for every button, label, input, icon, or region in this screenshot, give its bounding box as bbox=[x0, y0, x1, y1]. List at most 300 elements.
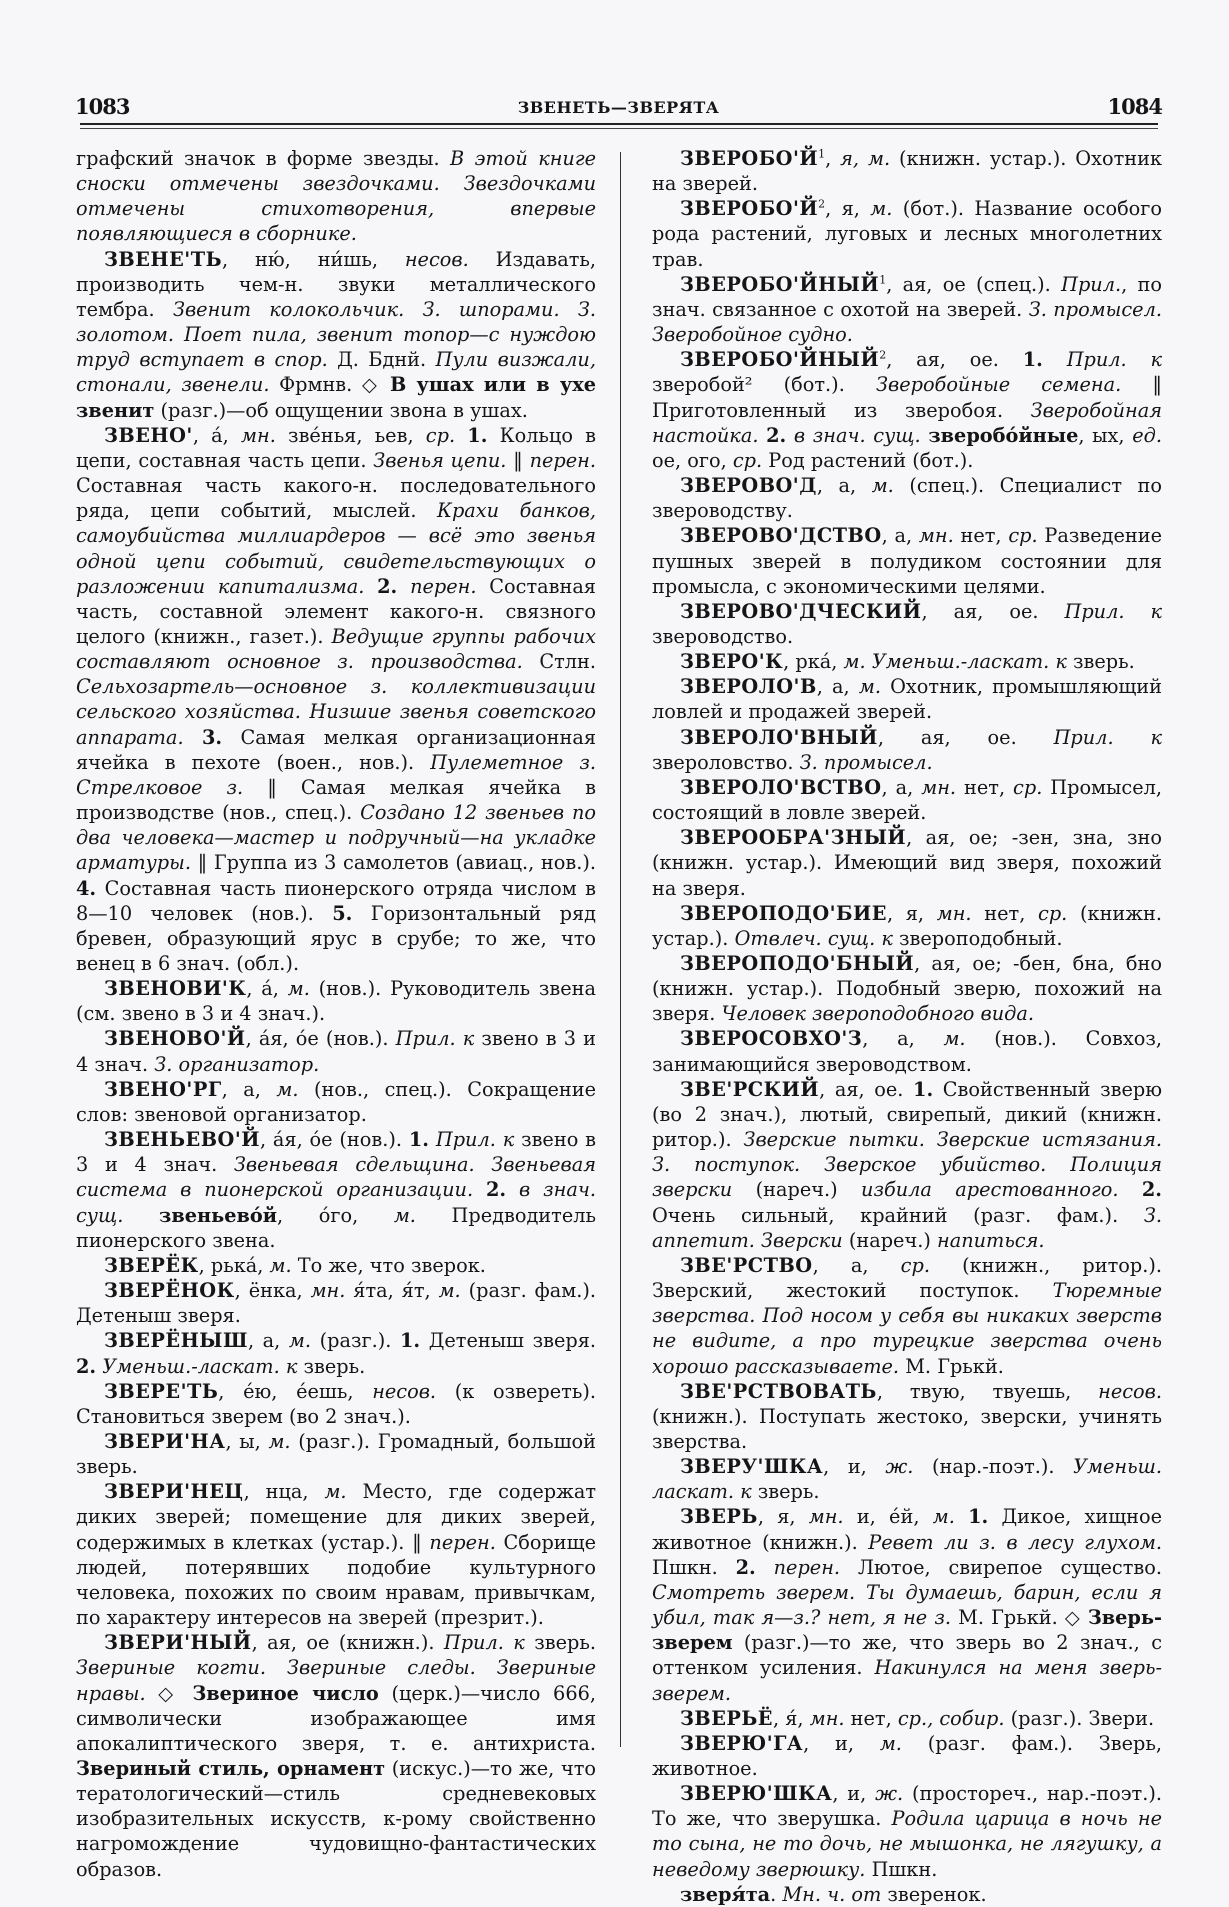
entry-text: Прил. к bbox=[443, 1631, 525, 1655]
entry-text: мн. bbox=[918, 524, 954, 548]
headword: ЗВЕРОВО'Д bbox=[680, 474, 817, 498]
entry-text: Звериный стиль, орнамент bbox=[76, 1757, 386, 1780]
entry-text: З. аппетит. Зверски bbox=[652, 1203, 1162, 1252]
dictionary-entry bbox=[652, 1781, 1162, 1882]
dictionary-entry bbox=[76, 1077, 596, 1127]
entry-text bbox=[123, 1204, 159, 1227]
headword: ЗВЕРОБО'Й bbox=[680, 147, 819, 170]
entry-text: Ведущие группы рабочих составляют основное з. производства. bbox=[76, 624, 596, 674]
entry-text: , по знач. связанное с охотой на зверей. bbox=[652, 272, 1163, 321]
headword: ЗВЕРОЛО'ВСТВО bbox=[680, 775, 882, 799]
entry-text: зверенок. bbox=[881, 1882, 987, 1906]
headword: ЗВЕ'РСКИЙ bbox=[680, 1077, 820, 1101]
dictionary-entry bbox=[652, 725, 1162, 775]
entry-text: 2 bbox=[879, 348, 887, 362]
headword: ЗВЕРОБО'ЙНЫЙ bbox=[680, 348, 880, 372]
entry-text bbox=[456, 1027, 463, 1050]
entry-text: Звериное число bbox=[192, 1681, 379, 1705]
entry-text: м. bbox=[268, 1429, 291, 1453]
headword: ЗВЕРОСОВХО'З bbox=[680, 1027, 863, 1051]
entry-text: напиться. bbox=[937, 1228, 1045, 1252]
entry-text: м. bbox=[438, 1279, 461, 1303]
running-head: ЗВЕНЕТЬ—ЗВЕРЯТА bbox=[517, 98, 720, 117]
entry-text: , ая, ое (книжн.). bbox=[251, 1631, 444, 1655]
entry-text: Свойственный зверю (во 2 знач.), лютый, свирепый, дикий (книжн. ритор.). bbox=[652, 1077, 1163, 1152]
entry-text: (спец.). Специалист по звероводству. bbox=[652, 474, 1162, 523]
dictionary-entry bbox=[652, 1253, 1162, 1379]
dictionary-entry bbox=[76, 1253, 596, 1278]
entry-text: Пулеметное з. Стрелковое з. bbox=[76, 750, 596, 799]
entry-text: Ревет ли з. в лесу глухом. bbox=[868, 1530, 1162, 1554]
entry-text bbox=[1118, 1178, 1141, 1201]
entry-text: В этой книге сноски отмечены звездочками. Звездочками отмечены стихотворения, впервые появляющиеся в сборнике. bbox=[76, 147, 597, 246]
page-number-left: 1083 bbox=[75, 94, 130, 119]
entry-text: м. bbox=[287, 977, 310, 1001]
entry-text: Детеныш зверя. bbox=[420, 1329, 596, 1353]
dictionary-entry bbox=[76, 1429, 596, 1479]
entry-text: 1 bbox=[818, 147, 826, 161]
right-column bbox=[652, 146, 1162, 1907]
entry-text: Уменьш. ласкат. к bbox=[652, 1455, 1162, 1504]
entry-text: Отвлеч. сущ. к bbox=[734, 926, 893, 950]
entry-text: 2. bbox=[76, 1354, 97, 1378]
entry-text: (нареч.) bbox=[732, 1178, 862, 1202]
entry-text: 2. bbox=[735, 1555, 756, 1579]
dictionary-entry bbox=[76, 1630, 596, 1882]
entry-text: Накинулся на меня зверь-зверем. bbox=[652, 1656, 1162, 1705]
entry-text: 2. bbox=[766, 423, 787, 447]
entry-text: м. bbox=[932, 1505, 955, 1529]
headword: ЗВЕРУ'ШКА bbox=[680, 1455, 824, 1479]
entry-text: Тюремные зверства. Под носом у себя вы никаких зверств не видите, а про турецкие зверства очень хорошо рассказываете. bbox=[652, 1279, 1162, 1378]
entry-text: (книжн., ритор.). Зверский, жестокий поступок. bbox=[652, 1253, 1162, 1303]
entry-text: Родила царица в ночь не то сына, не то дочь, не мышонка, не лягушку, а неведому зверюшку. bbox=[652, 1807, 1162, 1881]
dictionary-entry bbox=[652, 599, 1162, 649]
entry-text: я, м. bbox=[840, 147, 891, 170]
entry-text: , а, bbox=[881, 775, 922, 799]
entry-text bbox=[455, 424, 467, 447]
dictionary-entry bbox=[652, 272, 1162, 347]
entry-text: мн. bbox=[809, 1706, 845, 1730]
entry-text: Предводитель пионерского звена. bbox=[76, 1203, 596, 1252]
entry-text: мн. bbox=[808, 1505, 844, 1529]
entry-text: звеньево́й bbox=[159, 1203, 278, 1227]
headword: ЗВЕРЕ'ТЬ bbox=[104, 1379, 219, 1403]
entry-text: Составная часть, составной элемент какого-н. связного целого (книжн., газет.). bbox=[76, 574, 596, 648]
headword: ЗВЕРОПОДО'БНЫЙ bbox=[680, 952, 915, 975]
entry-text: ‖ bbox=[506, 448, 530, 472]
headword: ЗВЕРЁК bbox=[104, 1253, 199, 1277]
header-rule-thin bbox=[80, 128, 1158, 129]
entry-text: Составная часть пионерского отряда числом в 8—10 человек (нов.). bbox=[76, 876, 596, 925]
entry-text: (нареч.) bbox=[842, 1228, 937, 1252]
entry-text: Прил. к bbox=[435, 1128, 515, 1152]
entry-text: ср., собир. bbox=[897, 1706, 1005, 1730]
entry-text: перен. bbox=[529, 448, 596, 472]
entry-text: Зверобойная настойка. bbox=[652, 398, 1162, 447]
entry-text: 2. bbox=[486, 1178, 507, 1202]
entry-text: зве́нья, ьев, bbox=[275, 423, 426, 447]
entry-text: (нов., спец.). Сокращение слов: звеновой организатор. bbox=[76, 1077, 596, 1126]
entry-text: Род растений (бот.). bbox=[762, 448, 974, 472]
entry-text: ‖ Группа из 3 самолетов (авиац., нов.). bbox=[190, 851, 596, 875]
dictionary-entry bbox=[652, 1504, 1162, 1705]
entry-text: 1. bbox=[408, 1128, 430, 1152]
entry-text: Пшкн. bbox=[865, 1857, 938, 1881]
entry-text: Дикое, хищное животное (книжн.). bbox=[652, 1505, 1162, 1554]
entry-text: зверь. bbox=[1066, 650, 1135, 674]
entry-text: , а, bbox=[816, 474, 872, 498]
entry-text: Смотреть зверем. Ты думаешь, барин, если я убил, так я—з.? нет, я не з. bbox=[652, 1580, 1162, 1630]
entry-text: , нца, bbox=[243, 1480, 325, 1504]
headword: ЗВЕРЁНОК bbox=[104, 1279, 235, 1303]
header-rule bbox=[80, 123, 1158, 125]
entry-text: ‖ Приготовленный из зверобоя. bbox=[652, 373, 1162, 422]
entry-text: Издавать, производить чем-н. звуки металлического тембра. bbox=[76, 247, 596, 321]
entry-text: Охотник, промышляющий ловлей и продажей зверей. bbox=[652, 675, 1163, 724]
dictionary-entry bbox=[652, 1454, 1162, 1504]
entry-text: , рка́, bbox=[783, 650, 844, 674]
entry-text: , а, bbox=[812, 1253, 901, 1277]
entry-text: перен. bbox=[429, 1530, 496, 1554]
entry-text: мн. bbox=[921, 775, 957, 799]
entry-text: (разг.). Звери. bbox=[1004, 1706, 1155, 1730]
dictionary-entry bbox=[76, 1379, 596, 1429]
entry-text: мн. bbox=[310, 1279, 346, 1303]
entry-text: , ых, bbox=[1078, 423, 1133, 447]
entry-text: м. bbox=[269, 1253, 292, 1277]
entry-text: , ы, bbox=[225, 1429, 269, 1453]
entry-text: и, е́й, bbox=[843, 1505, 933, 1529]
entry-text: м. bbox=[843, 650, 866, 674]
headword: ЗВЕРЮ'ГА bbox=[680, 1731, 804, 1755]
dictionary-entry bbox=[652, 1882, 1162, 1907]
entry-text: (разг. фам.). Зверь, животное. bbox=[652, 1731, 1162, 1780]
entry-text: Стлн. bbox=[522, 650, 596, 674]
entry-text: , и, bbox=[803, 1731, 880, 1755]
entry-text: , я́, bbox=[773, 1706, 810, 1730]
entry-text: 1. bbox=[1022, 348, 1043, 372]
headword: ЗВЕ'РСТВОВАТЬ bbox=[680, 1379, 877, 1403]
entry-text bbox=[1043, 348, 1067, 371]
entry-text: Пули визжали, стонали, звенели. bbox=[76, 348, 596, 397]
entry-text: , рька́, bbox=[198, 1253, 270, 1277]
entry-text: нет, bbox=[971, 901, 1039, 925]
entry-text: (простореч., нар.-поэт.). То же, что зверушка. bbox=[652, 1782, 1162, 1831]
entry-text: Зверь-зверем bbox=[652, 1606, 1162, 1655]
entry-text: (книжн.). Поступать жестоко, зверски, учинять зверства. bbox=[652, 1404, 1162, 1453]
entry-text: м. bbox=[288, 1329, 312, 1353]
dictionary-entry bbox=[652, 1706, 1162, 1731]
entry-text: Создано 12 звеньев по два человека—мастер и подручный—на укладке арматуры. bbox=[76, 801, 596, 875]
entry-text: , твую, твуешь, bbox=[876, 1379, 1099, 1403]
entry-text: 1. bbox=[467, 423, 488, 447]
entry-text: (разг.). bbox=[311, 1329, 400, 1353]
entry-text: 3. bbox=[201, 725, 223, 749]
entry-text bbox=[364, 575, 377, 598]
entry-text: звероподобный. bbox=[892, 926, 1063, 950]
dictionary-entry bbox=[652, 649, 1162, 674]
entry-text: графский значок в форме звезды. bbox=[76, 147, 451, 170]
entry-text: Звенит колокольчик. З. шпорами. З. золотом. Поет пила, звенит топор—с нуждою труд вступает в спор. bbox=[76, 297, 597, 372]
entry-text: несов. bbox=[404, 247, 469, 271]
headword: ЗВЕРЬ bbox=[680, 1505, 758, 1529]
dictionary-entry bbox=[76, 146, 596, 247]
entry-text: (нар.-поэт.). bbox=[913, 1455, 1074, 1479]
entry-text: Промысел, состоящий в ловле зверей. bbox=[652, 775, 1162, 825]
headword: ЗВЕРЬЁ bbox=[680, 1706, 774, 1730]
entry-text: (церк.)—число 666, символически изображающее имя апокалиптического зверя, т. е. антихриста. bbox=[76, 1681, 596, 1755]
entry-text: (книжн. устар.). bbox=[652, 901, 1162, 950]
headword: ЗВЕРОВО'ДЧЕСКИЙ bbox=[680, 599, 922, 623]
dictionary-entry bbox=[76, 1127, 596, 1253]
entry-text: ое, ого, bbox=[652, 448, 733, 472]
page-number-right: 1084 bbox=[1107, 94, 1162, 119]
dictionary-entry bbox=[76, 247, 596, 423]
dictionary-entry bbox=[652, 825, 1162, 900]
headword: ЗВЕРИ'НА bbox=[104, 1429, 226, 1453]
dictionary-entry bbox=[652, 196, 1162, 271]
headword: ЗВЕРИ'НЕЦ bbox=[104, 1480, 244, 1504]
entry-text: ж. bbox=[885, 1455, 914, 1479]
entry-text: нет, bbox=[844, 1706, 898, 1730]
entry-text: звено в 3 и 4 знач. bbox=[76, 1128, 597, 1177]
headword: ЗВЕРОБО'Й bbox=[680, 197, 819, 221]
dictionary-entry bbox=[652, 1731, 1162, 1781]
entry-text: 1. bbox=[968, 1505, 989, 1529]
entry-text: ‖ Самая мелкая ячейка в производстве (нов., спец.). bbox=[76, 775, 596, 825]
headword: ЗВЕНОВИ'К bbox=[104, 977, 247, 1001]
entry-text: З. промысел. Зверобойное судно. bbox=[652, 297, 1162, 347]
entry-text: нет, bbox=[953, 524, 1009, 548]
entry-text: , я, bbox=[825, 197, 871, 221]
entry-text: Звеньевая сдельщина. Звеньевая система в пионерской организации. bbox=[76, 1153, 596, 1202]
entry-text: , ая, ое; -зен, зна, зно (книжн. устар.). Имеющий вид зверя, похожий на зверя. bbox=[652, 826, 1162, 900]
entry-text: З. организатор. bbox=[154, 1052, 320, 1076]
entry-text: , а́, bbox=[192, 423, 242, 447]
entry-text: звероловство. bbox=[652, 750, 800, 774]
headword: ЗВЕРИ'НЫЙ bbox=[104, 1631, 252, 1655]
entry-text: ср. bbox=[1038, 901, 1068, 925]
entry-text: Зверские пытки. Зверские истязания. З. поступок. Зверское убийство. Полиция зверски bbox=[652, 1128, 1162, 1202]
entry-text: к bbox=[462, 1027, 475, 1051]
entry-text: 1. bbox=[399, 1329, 421, 1353]
headword: ЗВЕНОВО'Й bbox=[104, 1027, 246, 1051]
entry-text: м. bbox=[276, 1077, 299, 1101]
entry-text: , е́ю, е́ешь, bbox=[218, 1379, 373, 1403]
entry-text: 1. bbox=[913, 1077, 934, 1101]
entry-text bbox=[786, 424, 794, 447]
entry-text: Прил. bbox=[1061, 272, 1122, 296]
entry-text: , bbox=[825, 147, 841, 170]
entry-text: (к озвереть). Становиться зверем (во 2 знач.). bbox=[76, 1379, 596, 1428]
entry-text: , а́я, о́е (нов.). bbox=[259, 1128, 409, 1152]
entry-text: зверь. bbox=[297, 1354, 366, 1378]
entry-text: 5. bbox=[332, 901, 353, 925]
dictionary-entry bbox=[652, 901, 1162, 951]
headword: ЗВЕНО'РГ bbox=[104, 1077, 222, 1101]
dictionary-entry bbox=[652, 674, 1162, 724]
entry-text: , ая, ое. bbox=[886, 348, 1023, 372]
dictionary-entry bbox=[76, 976, 596, 1026]
entry-text: несов. bbox=[372, 1379, 437, 1403]
entry-text: мн. bbox=[936, 901, 972, 925]
dictionary-entry bbox=[76, 1278, 596, 1328]
entry-text: м. bbox=[871, 474, 894, 498]
headword: ЗВЕНЬЕВО'Й bbox=[104, 1128, 260, 1152]
entry-text: 2. bbox=[377, 574, 398, 598]
entry-text: , а, bbox=[247, 1329, 289, 1353]
entry-text: , о́го, bbox=[277, 1203, 394, 1227]
entry-text: Самая мелкая организационная ячейка в пехоте (воен., нов.). bbox=[76, 725, 596, 774]
page-header bbox=[75, 94, 1162, 124]
entry-text: Звериные когти. Звериные следы. Звериные нравы. bbox=[76, 1656, 596, 1705]
entry-text: (книжн. устар.). Охотник на зверей. bbox=[652, 147, 1162, 196]
entry-text: , ая, ое (спец.). bbox=[886, 272, 1062, 296]
entry-text: ср. bbox=[900, 1253, 930, 1277]
entry-text: , а, bbox=[816, 675, 859, 699]
entry-text: Сборище людей, потерявших подобие культурного человека, похожих по своим нравам, привычкам, по характеру интересов на зверей (презрит.). bbox=[76, 1530, 596, 1630]
entry-text: мн. bbox=[241, 423, 276, 447]
headword: ЗВЕРОЛО'ВНЫЙ bbox=[680, 725, 878, 749]
headword: ЗВЕРО'К bbox=[680, 650, 784, 674]
entry-text: , я, bbox=[757, 1505, 809, 1529]
entry-text: Мн. ч. от bbox=[782, 1882, 882, 1906]
entry-text: перен. bbox=[773, 1555, 841, 1579]
entry-text: ср. bbox=[425, 423, 456, 447]
dictionary-entry bbox=[652, 951, 1162, 1026]
entry-text: 2 bbox=[818, 197, 826, 211]
dictionary-entry bbox=[76, 1026, 596, 1076]
entry-text: Сельхозартель—основное з. коллективизации сельского хозяйства. Низшие звенья советского аппарата. bbox=[76, 675, 596, 749]
headword: ЗВЕРОЛО'В bbox=[680, 675, 817, 699]
entry-text: З. промысел. bbox=[799, 750, 933, 774]
entry-text: (разг.)—то же, что зверь во 2 знач., с оттенком усиления. bbox=[652, 1631, 1162, 1680]
dictionary-entry bbox=[652, 473, 1162, 523]
dictionary-entry bbox=[652, 347, 1162, 473]
entry-text: м. bbox=[393, 1203, 416, 1227]
entry-text: Прил. bbox=[395, 1027, 456, 1051]
entry-text: ср. bbox=[1013, 775, 1043, 799]
dictionary-entry bbox=[652, 1077, 1162, 1253]
entry-text: я́та, я́т, bbox=[345, 1279, 439, 1303]
entry-text bbox=[397, 575, 410, 598]
entry-text: зверь. bbox=[751, 1480, 820, 1504]
entry-text: зверобой² (бот.). bbox=[652, 373, 876, 397]
entry-text: . bbox=[770, 1882, 783, 1906]
entry-text: , а́, bbox=[246, 977, 288, 1001]
entry-text: Прил. к bbox=[1064, 599, 1163, 623]
entry-text bbox=[955, 1505, 968, 1528]
entry-text: Человек звероподобного вида. bbox=[721, 1002, 1035, 1026]
entry-text: Уменьш.-ласкат. к bbox=[102, 1354, 298, 1378]
entry-text: , а, bbox=[221, 1077, 277, 1101]
entry-text: м. bbox=[324, 1480, 347, 1504]
headword: ЗВЕРОБО'ЙНЫЙ bbox=[680, 272, 880, 296]
entry-text: ср. bbox=[1008, 524, 1038, 548]
entry-text: То же, что зверок. bbox=[291, 1253, 486, 1277]
entry-text: , а, bbox=[881, 524, 919, 548]
entry-text bbox=[473, 1178, 486, 1201]
entry-text: , ню́, ни́шь, bbox=[221, 247, 405, 271]
headword: ЗВЕНЕ'ТЬ bbox=[104, 247, 222, 271]
dictionary-entry bbox=[76, 1328, 596, 1378]
entry-text: ◇ bbox=[145, 1681, 193, 1705]
headword: ЗВЕРЮ'ШКА bbox=[680, 1782, 833, 1806]
column-divider bbox=[620, 152, 621, 1747]
entry-text: Разведение пушных зверей в полудиком состоянии для промысла, с экономическими целями. bbox=[652, 524, 1162, 598]
entry-text: ж. bbox=[875, 1782, 904, 1806]
headword: ЗВЕРЁНЫШ bbox=[104, 1329, 248, 1353]
entry-text: ед. bbox=[1132, 423, 1162, 447]
entry-text: 2. bbox=[1141, 1178, 1162, 1202]
headword: ЗВЕРООБРА'ЗНЫЙ bbox=[680, 826, 907, 850]
entry-text bbox=[429, 1128, 436, 1151]
entry-text: (нов.). Совхоз, занимающийся звероводством. bbox=[652, 1027, 1162, 1076]
entry-text: 1 bbox=[879, 273, 887, 287]
left-column bbox=[76, 146, 596, 1882]
dictionary-entry bbox=[652, 775, 1162, 825]
entry-text: , я, bbox=[886, 901, 937, 925]
entry-text: звеpя́та bbox=[680, 1882, 771, 1906]
entry-text: Лютое, свирепое существо. bbox=[840, 1555, 1162, 1579]
entry-text: (разг. фам.). Детеныш зверя. bbox=[76, 1279, 596, 1328]
dictionary-entry bbox=[652, 146, 1162, 196]
entry-text: зверь. bbox=[524, 1631, 596, 1655]
entry-text: в знач. сущ. bbox=[793, 423, 921, 447]
entry-text: Д. Бднй. bbox=[327, 348, 436, 372]
entry-text: в знач. сущ. bbox=[76, 1178, 597, 1227]
entry-text: В ушах или в ухе звенит bbox=[76, 373, 596, 422]
entry-text: м. bbox=[870, 197, 893, 221]
entry-text: 4. bbox=[76, 876, 97, 900]
entry-text: Прил. к bbox=[1066, 348, 1162, 372]
entry-text: Зверобойные семена. bbox=[875, 373, 1122, 397]
entry-text: , и, bbox=[832, 1782, 876, 1806]
dictionary-entry bbox=[652, 523, 1162, 598]
entry-text: звено в 3 и 4 знач. bbox=[76, 1027, 596, 1076]
entry-text bbox=[756, 1556, 774, 1579]
entry-text: (бот.). Название особого рода растений, луговых и лесных многолетних трав. bbox=[652, 197, 1162, 271]
entry-text: Горизонтальный ряд бревен, образующий ярус в срубе; то же, что венец в 6 знач. (обл.). bbox=[76, 901, 596, 975]
entry-text: Звенья цепи. bbox=[373, 448, 507, 472]
entry-text: звероводство. bbox=[652, 624, 794, 648]
entry-text: (искус.)—то же, что тератологический—стиль средневековых изобразительных искусств, к-рому свойственно нагромождение чудовищно-фантастических образов. bbox=[76, 1757, 596, 1881]
entry-text: , а, bbox=[862, 1027, 944, 1051]
entry-text: М. Грькй. bbox=[899, 1354, 1004, 1378]
entry-text: , ая, ое; -бен, бна, бно (книжн. устар.). Подобный зверю, похожий на зверя. bbox=[652, 952, 1162, 1026]
dictionary-entry bbox=[76, 423, 596, 976]
dictionary-entry bbox=[652, 1026, 1162, 1076]
headword: ЗВЕ'РСТВО bbox=[680, 1253, 813, 1277]
entry-text: , и, bbox=[823, 1455, 886, 1479]
entry-text: (разг.). Громадный, большой зверь. bbox=[76, 1429, 596, 1479]
entry-text: нет, bbox=[956, 775, 1014, 799]
entry-text: М. Грькй. ◇ bbox=[950, 1606, 1088, 1630]
entry-text: Фрмнв. ◇ bbox=[269, 373, 390, 397]
entry-text: (разг.)—об ощущении звона в ушах. bbox=[154, 398, 528, 422]
dictionary-entry bbox=[76, 1479, 596, 1630]
entry-text: (нов.). Руководитель звена (см. звено в 3 и 4 знач.). bbox=[76, 977, 596, 1026]
entry-text: несов. bbox=[1098, 1379, 1162, 1403]
entry-text: , а́я, о́е (нов.). bbox=[245, 1027, 396, 1051]
entry-text: м. bbox=[943, 1027, 966, 1051]
entry-text: Крахи банков, самоубийства миллиардеров — всё это звенья одной цепи событий, свидетельствующих о разложении капитализма. bbox=[76, 499, 597, 598]
entry-text: м. bbox=[858, 675, 881, 699]
entry-text bbox=[758, 424, 766, 447]
entry-text: Пшкн. bbox=[652, 1555, 736, 1579]
entry-text: избила арестованного. bbox=[861, 1178, 1119, 1202]
